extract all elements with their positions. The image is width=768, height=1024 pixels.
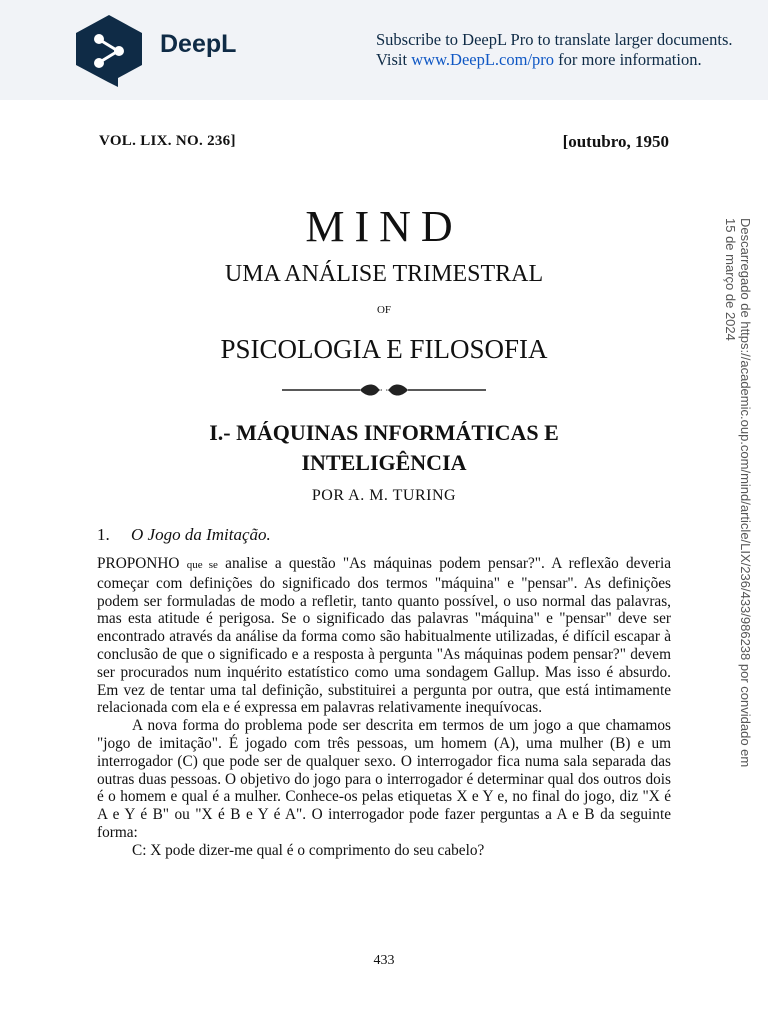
journal-subtitle-2: PSICOLOGIA E FILOSOFIA bbox=[220, 334, 548, 364]
deepl-banner bbox=[0, 0, 768, 100]
page-number: 433 bbox=[373, 953, 395, 968]
volume-header: VOL. LIX. NO. 236] bbox=[99, 133, 236, 149]
section-name: O Jogo da Imitação. bbox=[131, 525, 271, 544]
deepl-pro-link[interactable]: www.DeepL.com/pro bbox=[411, 50, 555, 69]
paragraph-1 bbox=[97, 555, 671, 717]
deepl-logo-text[interactable]: DeepL bbox=[160, 30, 237, 58]
paragraph-1-text: analise a questão "As máquinas podem pensar?". A reflexão deveria começar com definições do significado dos termos "máquina" e "pensar". As definições podem ser formuladas de modo a refletir, tanto quanto possível, o uso normal das palavras, mas esta atitude é perigosa. Se o significado das palavras "máquina" e "pensar" deve ser encontrado através da análise da forma como são habitualmente utilizadas, é difícil escapar à conclusão de que o significado e a resposta à pergunta "As máquinas podem pensar?" devem ser procurados num inquérito estatístico como uma sondagem Gallup. Mas isso é absurdo. Em vez de tentar uma tal definição, substituirei a pergunta por outra, que está intimamente relacionada com ela e é expressa em palavras relativamente inequívocas. bbox=[97, 555, 672, 717]
promo-message bbox=[376, 30, 768, 70]
article-author: POR A. M. TURING bbox=[311, 487, 457, 504]
promo-line-2 bbox=[376, 50, 768, 70]
article-title: I.- MÁQUINAS INFORMÁTICAS E INTELIGÊNCIA bbox=[209, 420, 559, 475]
drop-word: PROPONHO bbox=[97, 555, 180, 572]
journal-of: OF bbox=[376, 304, 392, 316]
article-body bbox=[97, 555, 671, 860]
small-words: que se bbox=[186, 559, 218, 571]
promo-suffix: for more information. bbox=[554, 50, 702, 69]
deepl-logo-icon[interactable] bbox=[72, 13, 146, 89]
paragraph-3: C: X pode dizer-me qual é o comprimento do seu cabelo? bbox=[132, 841, 485, 859]
promo-prefix: Visit bbox=[376, 50, 412, 69]
section-number: 1. bbox=[97, 525, 110, 544]
journal-subtitle: UMA ANÁLISE TRIMESTRAL bbox=[224, 261, 544, 287]
download-watermark bbox=[723, 218, 753, 788]
date-header: [outubro, 1950 bbox=[562, 132, 669, 151]
section-heading bbox=[97, 525, 271, 545]
download-watermark-text: Descarregado de https://academic.oup.com/mind/article/LIX/236/433/986238 por convidado em 15 de março de 2024 bbox=[723, 218, 753, 768]
paragraph-2: A nova forma do problema pode ser descrita em termos de um jogo a que chamamos "jogo de imitação". É jogado com três pessoas, um homem (A), uma mulher (B) e um interrogador (C) que pode ser de qualquer sexo. O interrogador fica numa sala separada das outras duas pessoas. O objetivo do jogo para o interrogador é determinar qual dos outros dois é o homem e qual é a mulher. Conhece-os pelas etiquetas X e Y e, no final do jogo, diz "X é A e Y é B" ou "X é B e Y é A". O interrogador pode fazer perguntas a A e B da seguinte forma: bbox=[97, 717, 671, 841]
journal-title: MIND bbox=[305, 202, 463, 251]
ornament-divider bbox=[280, 380, 488, 400]
promo-line-1: Subscribe to DeepL Pro to translate larger documents. bbox=[376, 30, 733, 49]
